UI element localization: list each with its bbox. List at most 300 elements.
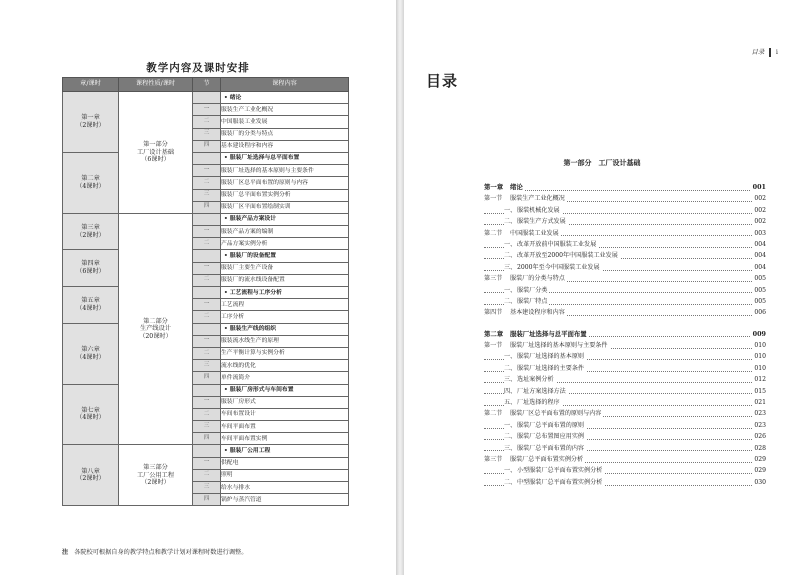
toc-entry-label <box>504 386 568 397</box>
toc-entry-label <box>504 397 562 408</box>
chapter-name: 第六章 <box>81 345 100 353</box>
toc-entry-text: 服装厂特点 <box>517 297 548 305</box>
schedule-row <box>63 213 349 225</box>
topic-text: 供配电 <box>221 460 239 467</box>
toc-entry-text: 厂址选择的程序 <box>517 399 560 407</box>
toc-entry-number: 第三节 <box>484 455 503 463</box>
topic-text: 车间平面布置实例 <box>221 435 268 442</box>
section-number: 二 <box>193 177 221 189</box>
toc-entry-subsection[interactable] <box>484 477 766 488</box>
bullet-icon: • <box>224 387 228 394</box>
topic-text: 工艺流程 <box>221 301 245 308</box>
toc-entry-label <box>504 296 549 307</box>
toc-entry-number: 第四节 <box>484 309 503 317</box>
toc-entry-label <box>504 351 586 362</box>
toc-page-number: 010 <box>752 363 766 374</box>
topic-text: 车间平面布置 <box>221 423 256 430</box>
toc-entry-label <box>504 262 602 273</box>
toc-title: 目录 <box>426 72 459 90</box>
toc-entry-section[interactable] <box>484 340 766 351</box>
toc-entry-label <box>504 363 586 374</box>
toc-entry-text: 基本建设程序和内容 <box>510 309 565 317</box>
schedule-row <box>63 92 349 104</box>
toc-entry-subsection[interactable] <box>484 262 766 273</box>
toc-page-number: 012 <box>752 374 766 385</box>
topic-text: 中国服装工业发展 <box>221 118 268 125</box>
header-nature: 课程性质/课时 <box>119 78 193 92</box>
chapter-name: 第八章 <box>81 467 100 475</box>
book-gutter <box>396 0 404 575</box>
toc-entry-number: 二、 <box>504 297 517 305</box>
toc-page-number: 005 <box>752 285 766 296</box>
section-topic <box>221 469 349 481</box>
section-topic <box>221 335 349 347</box>
toc-entry-label <box>504 465 604 476</box>
toc-entry-text: 服装厂区总平面布置的原则与内容 <box>510 410 602 418</box>
toc-page-number: 026 <box>752 431 766 442</box>
topic-text: 服装厂的流水线设备配置 <box>221 277 285 284</box>
schedule-row <box>63 250 349 262</box>
toc-entry-text: 改革开放至2000年中国服装工业发展 <box>517 252 618 260</box>
chapter-cell <box>63 92 119 153</box>
section-number <box>193 384 221 396</box>
section-number: 四 <box>193 201 221 213</box>
toc-entry-label <box>504 431 586 442</box>
chapter-name: 第三章 <box>81 223 100 231</box>
toc-entry-text: 服装厂址选择的基本原则与主要条件 <box>510 342 608 350</box>
section-number: 四 <box>193 140 221 152</box>
toc-entry-subsection[interactable] <box>484 216 766 227</box>
toc-page-number: 023 <box>752 408 766 419</box>
topic-text: 服装产品方案的编制 <box>221 228 274 235</box>
left-page <box>0 0 396 575</box>
section-number <box>193 152 221 164</box>
right-page <box>404 0 800 575</box>
topic-text: 服装厂公用工程 <box>229 447 271 454</box>
part-line2: 工厂设计基础 <box>136 148 175 156</box>
toc-entry-label <box>504 477 604 488</box>
toc-part-title: 第一部分 工厂设计基础 <box>563 159 641 167</box>
toc-page-number: 030 <box>752 477 766 488</box>
toc-entry-chapter[interactable] <box>484 182 766 193</box>
toc-entry-subsection[interactable] <box>484 285 766 296</box>
toc-entry-subsection[interactable] <box>484 465 766 476</box>
topic-text: 单件流简介 <box>221 374 250 381</box>
header-chapter: 章/课时 <box>63 78 119 92</box>
toc-entry-label <box>484 182 525 193</box>
section-topic <box>221 433 349 445</box>
toc-entry-label <box>504 285 549 296</box>
chapter-cell <box>63 384 119 445</box>
part-cell <box>119 213 193 445</box>
toc-list <box>484 182 766 488</box>
toc-page-number: 021 <box>752 397 766 408</box>
topic-text: 给水与排水 <box>221 484 250 491</box>
toc-page-number: 002 <box>752 216 766 227</box>
toc-entry-subsection[interactable] <box>484 205 766 216</box>
chapter-topic <box>221 213 349 225</box>
toc-entry-text: 中型服装厂总平面布置实例分析 <box>517 478 603 486</box>
toc-entry-number: 一、 <box>504 240 517 248</box>
topic-text: 服装流水线生产的原理 <box>221 338 279 345</box>
toc-entry-subsection[interactable] <box>484 250 766 261</box>
toc-entry-text: 绪论 <box>510 183 523 191</box>
toc-entry-number: 三、 <box>504 376 517 384</box>
running-head <box>751 47 778 57</box>
toc-page-number: 005 <box>752 296 766 307</box>
section-number: 三 <box>193 421 221 433</box>
section-topic <box>221 140 349 152</box>
topic-text: 服装生产工业化概况 <box>221 106 274 113</box>
bullet-icon: • <box>224 326 228 333</box>
toc-entry-text: 2000年至今中国服装工业发展 <box>517 263 600 271</box>
running-head-separator <box>769 48 771 57</box>
toc-page-number: 005 <box>752 273 766 284</box>
part-line1: 第二部分 <box>143 317 168 325</box>
section-number <box>193 287 221 299</box>
toc-page-number: 004 <box>752 239 766 250</box>
chapter-cell <box>63 445 119 506</box>
toc-entry-number: 第二节 <box>484 410 503 418</box>
chapter-hours: （2课时） <box>76 121 105 129</box>
toc-entry-section[interactable] <box>484 193 766 204</box>
part-line3: （2课时） <box>141 479 170 487</box>
section-topic <box>221 201 349 213</box>
section-topic <box>221 311 349 323</box>
section-topic <box>221 238 349 250</box>
toc-page-number: 009 <box>751 329 766 340</box>
schedule-note <box>62 547 247 556</box>
toc-entry-label <box>504 420 586 431</box>
schedule-row <box>63 384 349 396</box>
topic-text: 绪论 <box>229 94 242 101</box>
section-number: 四 <box>193 494 221 506</box>
toc-entry-section[interactable] <box>484 454 766 465</box>
section-topic <box>221 360 349 372</box>
topic-text: 照明 <box>221 472 233 479</box>
topic-text: 工艺流程与工序分析 <box>229 289 282 296</box>
toc-entry-label <box>484 454 585 465</box>
toc-page-number: 010 <box>752 351 766 362</box>
section-number: 二 <box>193 408 221 420</box>
toc-entry-number: 第一节 <box>484 195 503 203</box>
toc-entry-subsection[interactable] <box>484 420 766 431</box>
toc-entry-section[interactable] <box>484 307 766 318</box>
toc-entry-subsection[interactable] <box>484 443 766 454</box>
section-topic <box>221 421 349 433</box>
section-number <box>193 323 221 335</box>
toc-entry-subsection[interactable] <box>484 431 766 442</box>
section-number: 二 <box>193 311 221 323</box>
toc-entry-label <box>504 250 620 261</box>
chapter-hours: （4课时） <box>76 414 105 422</box>
topic-text: 服装产品方案设计 <box>229 216 277 223</box>
section-topic <box>221 116 349 128</box>
toc-entry-text: 厂址方案选择方法 <box>517 387 566 395</box>
section-number <box>193 213 221 225</box>
section-number: 二 <box>193 238 221 250</box>
toc-entry-text: 服装厂总平面布置实例分析 <box>510 455 584 463</box>
toc-entry-text: 改革开放前中国服装工业发展 <box>517 240 597 248</box>
toc-entry-text: 服装厂总平面布置的原则 <box>517 421 585 429</box>
toc-entry-text: 服装机械化发展 <box>517 206 560 214</box>
toc-entry-section[interactable] <box>484 408 766 419</box>
section-topic <box>221 396 349 408</box>
section-topic <box>221 494 349 506</box>
bullet-icon: • <box>224 155 228 162</box>
chapter-topic <box>221 445 349 457</box>
bullet-icon: • <box>224 289 228 296</box>
toc-page-number: 001 <box>751 182 766 193</box>
chapter-cell <box>63 250 119 287</box>
toc-entry-number: 二、 <box>504 478 517 486</box>
topic-text: 服装厂区平面布置绘制实训 <box>221 204 291 211</box>
bullet-icon: • <box>224 447 228 454</box>
toc-page-number: 002 <box>752 193 766 204</box>
section-number: 一 <box>193 396 221 408</box>
bullet-icon: • <box>224 94 228 101</box>
schedule-body <box>63 92 349 506</box>
toc-entry-label <box>484 228 561 239</box>
section-topic <box>221 482 349 494</box>
part-cell <box>119 92 193 214</box>
part-cell <box>119 445 193 506</box>
toc-entry-number: 一、 <box>504 206 517 214</box>
toc-entry-label <box>504 205 562 216</box>
chapter-hours: （6课时） <box>76 268 105 276</box>
running-head-label: 目录 <box>751 48 765 56</box>
part-line1: 第三部分 <box>143 463 168 471</box>
note-label: 注 <box>62 549 69 556</box>
section-number <box>193 92 221 104</box>
topic-text: 服装厂的设备配置 <box>229 252 277 259</box>
toc-entry-label <box>504 216 568 227</box>
topic-text: 服装厂总平面布置实例分析 <box>221 192 291 199</box>
toc-entry-text: 服装厂总平面布置的内容 <box>517 444 585 452</box>
chapter-hours: （4课时） <box>76 304 105 312</box>
dot-leader <box>484 190 766 191</box>
section-number: 一 <box>193 165 221 177</box>
toc-entry-text: 服装生产方式发展 <box>517 218 566 226</box>
toc-entry-label <box>484 307 567 318</box>
topic-text: 服装厂址选择与总平面布置 <box>229 155 300 162</box>
section-number: 一 <box>193 299 221 311</box>
toc-entry-number: 第二节 <box>484 229 503 237</box>
chapter-topic <box>221 92 349 104</box>
topic-text: 基本建设程序和内容 <box>221 143 274 150</box>
topic-text: 产品方案实例分析 <box>221 240 268 247</box>
section-number: 一 <box>193 104 221 116</box>
toc-entry-text: 服装厂址选择的基本原则 <box>517 353 585 361</box>
chapter-name: 第二章 <box>81 175 100 183</box>
section-number: 一 <box>193 226 221 238</box>
toc-entry-label <box>484 408 603 419</box>
topic-text: 车间布置设计 <box>221 411 256 418</box>
section-topic <box>221 189 349 201</box>
part-line3: （20课时） <box>139 333 172 341</box>
section-number: 二 <box>193 469 221 481</box>
toc-entry-number: 二、 <box>504 252 517 260</box>
topic-text: 服装厂址选择的基本原则与主要条件 <box>221 167 314 174</box>
chapter-hours: （2课时） <box>76 475 105 483</box>
toc-page-number: 029 <box>752 465 766 476</box>
topic-text: 生产平衡计算与实例分析 <box>221 350 285 357</box>
toc-entry-text: 服装厂址选择的主要条件 <box>517 364 585 372</box>
toc-page-number: 029 <box>752 454 766 465</box>
toc-entry-subsection[interactable] <box>484 351 766 362</box>
chapter-cell <box>63 287 119 324</box>
section-number: 一 <box>193 335 221 347</box>
chapter-cell <box>63 323 119 384</box>
section-topic <box>221 128 349 140</box>
section-topic <box>221 165 349 177</box>
toc-entry-subsection[interactable] <box>484 386 766 397</box>
topic-text: 工序分析 <box>221 313 245 320</box>
toc-entry-number: 五、 <box>504 399 517 407</box>
chapter-topic <box>221 152 349 164</box>
toc-page-number: 023 <box>752 420 766 431</box>
toc-page-number: 010 <box>752 340 766 351</box>
toc-entry-subsection[interactable] <box>484 397 766 408</box>
bullet-icon: • <box>224 216 228 223</box>
toc-entry-text: 小型服装厂总平面布置实例分析 <box>517 467 603 475</box>
header-content: 课程内容 <box>221 78 349 92</box>
toc-page-number: 002 <box>752 205 766 216</box>
toc-entry-text: 服装厂址选择与总平面布置 <box>510 329 587 338</box>
toc-entry-number: 四、 <box>504 387 517 395</box>
toc-entry-number: 二、 <box>504 433 517 441</box>
section-number: 三 <box>193 482 221 494</box>
toc-entry-number: 二、 <box>504 364 517 372</box>
header-section: 节 <box>193 78 221 92</box>
toc-page-number: 006 <box>752 307 766 318</box>
toc-entry-section[interactable] <box>484 273 766 284</box>
section-number: 四 <box>193 433 221 445</box>
part-line3: （6课时） <box>141 156 170 164</box>
section-number: 三 <box>193 189 221 201</box>
schedule-row <box>63 287 349 299</box>
topic-text: 服装厂房形式 <box>221 399 256 406</box>
toc-entry-label <box>484 193 567 204</box>
toc-entry-subsection[interactable] <box>484 363 766 374</box>
section-topic <box>221 372 349 384</box>
section-number: 二 <box>193 274 221 286</box>
chapter-topic <box>221 384 349 396</box>
section-number: 一 <box>193 457 221 469</box>
schedule-table <box>62 77 349 506</box>
toc-entry-text: 服装厂分类 <box>517 286 548 294</box>
toc-entry-number: 第一章 <box>484 183 504 191</box>
toc-entry-chapter[interactable] <box>484 329 766 340</box>
toc-entry-section[interactable] <box>484 228 766 239</box>
chapter-name: 第四章 <box>81 260 100 268</box>
chapter-cell <box>63 213 119 250</box>
chapter-topic <box>221 323 349 335</box>
section-number: 四 <box>193 372 221 384</box>
topic-text: 锅炉与蒸汽管道 <box>221 496 262 503</box>
toc-entry-label <box>484 329 589 340</box>
topic-text: 服装厂的分类与特点 <box>221 131 274 138</box>
section-topic <box>221 408 349 420</box>
toc-entry-label <box>504 374 556 385</box>
part-line1: 第一部分 <box>143 140 168 148</box>
toc-entry-text: 服装生产工业化概况 <box>510 195 565 203</box>
chapter-topic <box>221 250 349 262</box>
chapter-topic <box>221 287 349 299</box>
chapter-hours: （2课时） <box>76 231 105 239</box>
section-number: 三 <box>193 360 221 372</box>
section-topic <box>221 226 349 238</box>
part-line2: 工厂公用工程 <box>136 471 175 479</box>
toc-entry-text: 服装厂总布置图应用实例 <box>517 433 585 441</box>
chapter-cell <box>63 152 119 213</box>
toc-entry-number: 三、 <box>504 444 517 452</box>
toc-entry-label <box>484 340 610 351</box>
toc-entry-number: 二、 <box>504 218 517 226</box>
part-line2: 生产线设计 <box>140 325 171 333</box>
topic-text: 服装厂主要生产设备 <box>221 265 274 272</box>
toc-page-number: 028 <box>752 443 766 454</box>
section-number: 二 <box>193 347 221 359</box>
section-topic <box>221 104 349 116</box>
bullet-icon: • <box>224 252 228 259</box>
section-topic <box>221 299 349 311</box>
toc-page-number: 004 <box>752 250 766 261</box>
toc-entry-number: 一、 <box>504 353 517 361</box>
toc-entry-subsection[interactable] <box>484 374 766 385</box>
toc-entry-subsection[interactable] <box>484 239 766 250</box>
toc-entry-number: 一、 <box>504 286 517 294</box>
toc-entry-subsection[interactable] <box>484 296 766 307</box>
toc-entry-text: 服装厂的分类与特点 <box>510 275 565 283</box>
toc-page-number: 003 <box>752 228 766 239</box>
toc-entry-number: 三、 <box>504 263 517 271</box>
toc-entry-label <box>504 443 586 454</box>
section-topic <box>221 457 349 469</box>
chapter-name: 第一章 <box>81 114 100 122</box>
toc-page-number: 004 <box>752 262 766 273</box>
topic-text: 流水线的优化 <box>221 362 256 369</box>
chapter-hours: （4课时） <box>76 353 105 361</box>
toc-entry-label <box>504 239 598 250</box>
toc-entry-text: 选址案例分析 <box>517 376 554 384</box>
section-topic <box>221 177 349 189</box>
toc-entry-number: 一、 <box>504 421 517 429</box>
schedule-header-row <box>63 78 349 92</box>
toc-entry-number: 第一节 <box>484 342 503 350</box>
section-number <box>193 250 221 262</box>
section-topic <box>221 262 349 274</box>
schedule-row <box>63 152 349 164</box>
note-text: 各院校可根据自身的教学特点和教学计划对课程时数进行调整。 <box>74 549 248 556</box>
schedule-row <box>63 323 349 335</box>
toc-entry-number: 第二章 <box>484 329 504 338</box>
chapter-name: 第七章 <box>81 406 100 414</box>
page-marker: i <box>775 48 778 56</box>
section-number: 三 <box>193 128 221 140</box>
topic-text: 服装生产线的组织 <box>229 326 277 333</box>
toc-page-number: 015 <box>752 386 766 397</box>
section-number: 一 <box>193 262 221 274</box>
toc-entry-text: 中国服装工业发展 <box>510 229 559 237</box>
section-number <box>193 445 221 457</box>
toc-entry-number: 一、 <box>504 467 517 475</box>
schedule-title: 教学内容及课时安排 <box>146 62 250 74</box>
topic-text: 服装厂房形式与车间布置 <box>229 387 294 394</box>
chapter-name: 第五章 <box>81 297 100 305</box>
section-topic <box>221 347 349 359</box>
chapter-hours: （4课时） <box>76 182 105 190</box>
